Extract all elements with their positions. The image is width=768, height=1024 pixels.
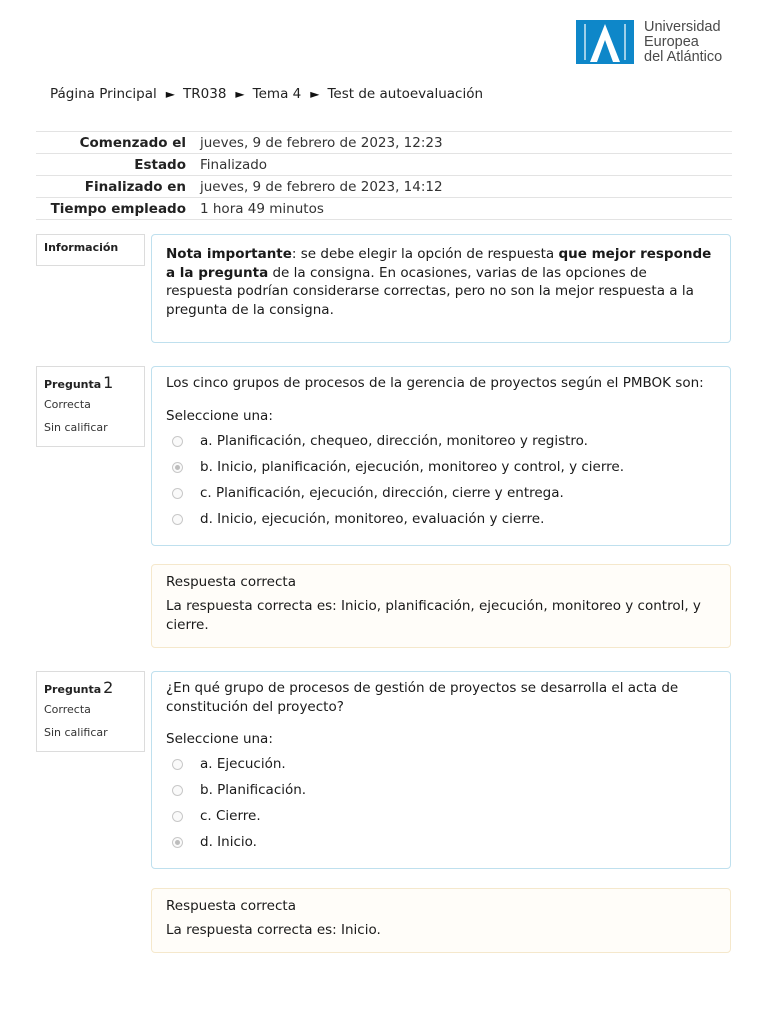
question-number: 2 [103, 678, 114, 697]
table-row [36, 176, 732, 198]
breadcrumb-separator-icon: ► [165, 87, 176, 101]
breadcrumb-current[interactable]: Test de autoevaluación [327, 86, 484, 102]
question-number: 1 [103, 373, 114, 392]
table-row [36, 154, 732, 176]
radio-icon[interactable] [172, 488, 183, 499]
summary-label: Finalizado en [84, 178, 186, 195]
option-label: c. Cierre. [200, 808, 261, 825]
info-text [166, 245, 716, 319]
answer-option[interactable] [166, 480, 716, 506]
breadcrumb-topic[interactable]: Tema 4 [252, 86, 302, 102]
radio-icon[interactable] [172, 514, 183, 525]
logo-line: Europea [644, 34, 699, 50]
info-bold-note: Nota importante [166, 246, 292, 262]
info-text-part: de la consigna. En ocasiones, varias de las opciones de respuesta podrían considerarse correctas, pero no son la mejor respuesta a la pregunta de la consigna. [166, 264, 694, 318]
summary-label: Estado [134, 156, 186, 173]
option-label: c. Planificación, ejecución, dirección, cierre y entrega. [200, 484, 564, 501]
info-text-part: : se debe elegir la opción de respuesta [291, 246, 559, 262]
summary-value: jueves, 9 de febrero de 2023, 14:12 [200, 178, 443, 195]
answer-option[interactable] [166, 454, 716, 480]
radio-checked-icon[interactable] [172, 462, 183, 473]
summary-value: Finalizado [200, 156, 268, 173]
info-bold-best: que mejor responde a la pregunta [166, 246, 712, 281]
question-2-box [151, 671, 731, 869]
answer-option[interactable] [166, 428, 716, 454]
question-grade: Sin calificar [44, 421, 108, 434]
breadcrumb [50, 86, 483, 102]
question-label: Pregunta [44, 378, 102, 391]
option-label: a. Planificación, chequeo, dirección, monitoreo y registro. [200, 432, 588, 449]
question-1-info [36, 366, 145, 447]
logo-line: del Atlántico [644, 49, 723, 65]
question-status: Correcta [44, 703, 91, 716]
question-2-feedback [151, 888, 731, 953]
answer-option[interactable] [166, 804, 716, 830]
table-row [36, 132, 732, 154]
answer-option[interactable] [166, 752, 716, 778]
radio-icon[interactable] [172, 785, 183, 796]
option-label: b. Planificación. [200, 782, 307, 799]
question-1-box [151, 366, 731, 546]
answer-option[interactable] [166, 778, 716, 804]
question-label: Pregunta [44, 683, 102, 696]
select-prompt: Seleccione una: [166, 731, 273, 747]
logo-a-icon [576, 20, 634, 64]
breadcrumb-home[interactable]: Página Principal [50, 86, 157, 102]
question-text: Los cinco grupos de procesos de la gerencia de proyectos según el PMBOK son: [166, 375, 704, 391]
radio-icon[interactable] [172, 811, 183, 822]
info-side-label: Información [36, 234, 145, 266]
option-label: b. Inicio, planificación, ejecución, monitoreo y control, y cierre. [200, 458, 624, 475]
question-status: Correcta [44, 398, 91, 411]
breadcrumb-separator-icon: ► [235, 87, 245, 101]
university-logo[interactable] [576, 20, 736, 66]
feedback-title: Respuesta correcta [166, 574, 296, 590]
summary-label: Comenzado el [79, 134, 186, 151]
summary-label: Tiempo empleado [50, 200, 186, 217]
option-label: a. Ejecución. [200, 756, 286, 773]
feedback-title: Respuesta correcta [166, 898, 296, 914]
table-row [36, 198, 732, 220]
feedback-text: La respuesta correcta es: Inicio. [166, 922, 381, 938]
question-text: ¿En qué grupo de procesos de gestión de proyectos se desarrolla el acta de constitución del proyecto? [166, 680, 679, 715]
question-1-feedback [151, 564, 731, 648]
option-label: d. Inicio, ejecución, monitoreo, evaluación y cierre. [200, 510, 545, 527]
logo-line: Universidad [644, 19, 721, 35]
answer-option[interactable] [166, 506, 716, 532]
summary-value: jueves, 9 de febrero de 2023, 12:23 [200, 134, 443, 151]
attempt-summary-table [36, 131, 732, 220]
radio-icon[interactable] [172, 759, 183, 770]
select-prompt: Seleccione una: [166, 407, 273, 424]
radio-icon[interactable] [172, 436, 183, 447]
answer-option[interactable] [166, 830, 716, 856]
info-box [151, 234, 731, 343]
breadcrumb-separator-icon: ► [310, 87, 320, 101]
radio-checked-icon[interactable] [172, 837, 183, 848]
breadcrumb-course[interactable]: TR038 [183, 86, 227, 102]
summary-value: 1 hora 49 minutos [200, 200, 324, 217]
question-grade: Sin calificar [44, 726, 108, 739]
feedback-text: La respuesta correcta es: Inicio, planificación, ejecución, monitoreo y control, y cierre. [166, 598, 701, 633]
option-label: d. Inicio. [200, 834, 257, 851]
logo-text [644, 20, 722, 65]
question-2-info [36, 671, 145, 752]
